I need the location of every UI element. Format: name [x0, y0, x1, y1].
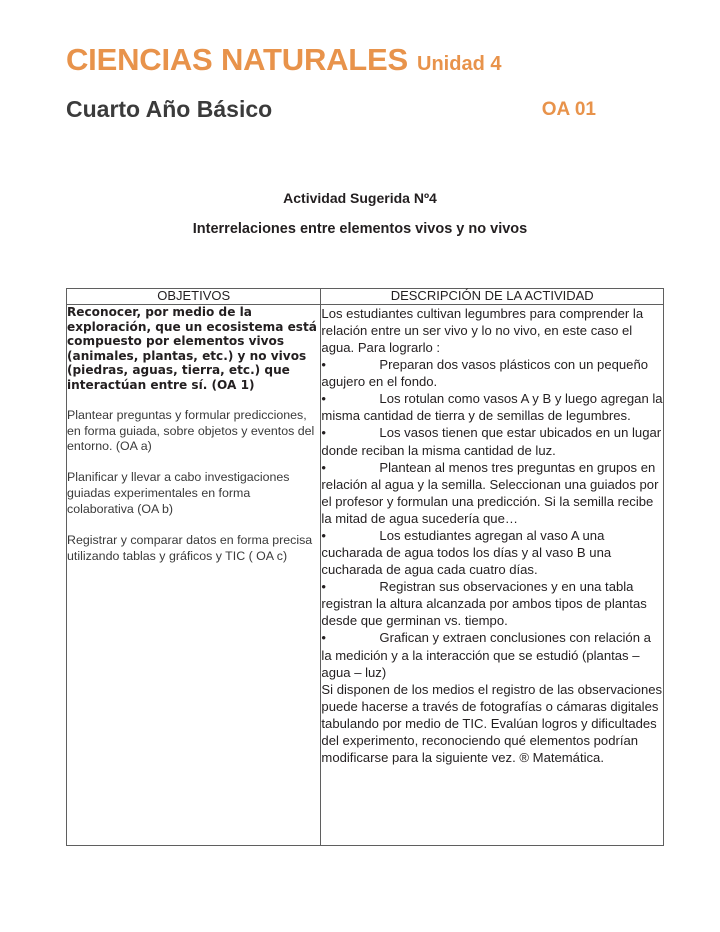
description-bullet-item [321, 629, 663, 680]
column-header-objetivos: OBJETIVOS [67, 289, 321, 305]
description-body [321, 305, 666, 766]
description-bullet-item [321, 527, 663, 578]
bullet-icon: • [321, 579, 327, 595]
bullet-text: Plantean al menos tres preguntas en grupos en relación al agua y la semilla. Seleccionan una guiados por el profesor y formulan una predicción. Si la semilla recibe la mitad de agua sucedería que… [321, 459, 659, 526]
activity-title: Actividad Sugerida Nº4 [283, 190, 437, 206]
description-bullet-item [321, 390, 663, 424]
bullet-icon: • [321, 527, 327, 543]
document-header-line-1 [66, 44, 501, 75]
description-bullet-list [321, 356, 663, 680]
description-bullet-item [321, 424, 663, 458]
description-cell [321, 304, 664, 845]
activity-subtitle: Interrelaciones entre elementos vivos y no vivos [192, 221, 528, 237]
unit-label: Unidad 4 [417, 53, 502, 75]
objectives-cell [67, 304, 321, 845]
bullet-text: Registran sus observaciones y en una tabla registran la altura alcanzada por ambos tipos de plantas desde que germinan vs. tiempo. [321, 579, 647, 629]
table-row [67, 304, 664, 845]
bullet-text: Grafican y extraen conclusiones con relación a la medición y a la interacción que se estudió (plantas – agua – luz) [321, 630, 651, 680]
bullet-icon: • [321, 630, 327, 646]
bullet-text: Los rotulan como vasos A y B y luego agregan la misma cantidad de tierra y de semillas de legumbres. [321, 391, 663, 424]
oa-code-badge: OA 01 [541, 99, 596, 120]
bullet-icon: • [321, 459, 327, 475]
bullet-icon: • [321, 391, 327, 407]
bullet-text: Preparan dos vasos plásticos con un pequeño agujero en el fondo. [321, 357, 649, 390]
document-header-line-2 [66, 98, 656, 121]
description-bullet-item [321, 459, 663, 527]
objective-main: Reconocer, por medio de la exploración, que un ecosistema está compuesto por elementos vivos (animales, plantas, etc.) y no vivos (piedras, aguas, tierra, etc.) que interactúan entre sí. (OA 1) [67, 304, 317, 393]
description-intro: Los estudiantes cultivan legumbres para comprender la relación entre un ser vivo y lo no vivo, en este caso el agua. Para lograrlo : [321, 305, 647, 356]
bullet-icon: • [321, 357, 327, 373]
description-closing: Si disponen de los medios el registro de las observaciones puede hacerse a través de fotografías o cámaras digitales tabulando por medio de TIC. Evalúan logros y dificultades del experimento, reconociendo qué elementos podrían modificarse para la siguiente vez. ® Matemática. [321, 681, 666, 765]
objective-oa-c: Registrar y comparar datos en forma precisa utilizando tablas y gráficos y TIC ( OA c) [67, 532, 313, 563]
subject-title: CIENCIAS NATURALES [66, 42, 409, 77]
column-header-descripcion: DESCRIPCIÓN DE LA ACTIVIDAD [321, 289, 664, 305]
objective-oa-b: Planificar y llevar a cabo investigaciones guiadas experimentales en forma colaborativa (OA b) [67, 470, 290, 517]
activity-table [66, 288, 664, 846]
objective-oa-a: Plantear preguntas y formular predicciones, en forma guiada, sobre objetos y eventos del entorno. (OA a) [67, 407, 315, 454]
table-header-row [67, 289, 664, 305]
grade-level: Cuarto Año Básico [66, 96, 273, 122]
description-bullet-item [321, 578, 663, 629]
bullet-text: Los estudiantes agregan al vaso A una cucharada de agua todos los días y al vaso B una cucharada de agua cada cuatro días. [321, 527, 612, 578]
bullet-icon: • [321, 425, 327, 441]
bullet-text: Los vasos tienen que estar ubicados en un lugar donde reciban la misma cantidad de luz. [321, 425, 662, 458]
description-bullet-item [321, 356, 663, 390]
